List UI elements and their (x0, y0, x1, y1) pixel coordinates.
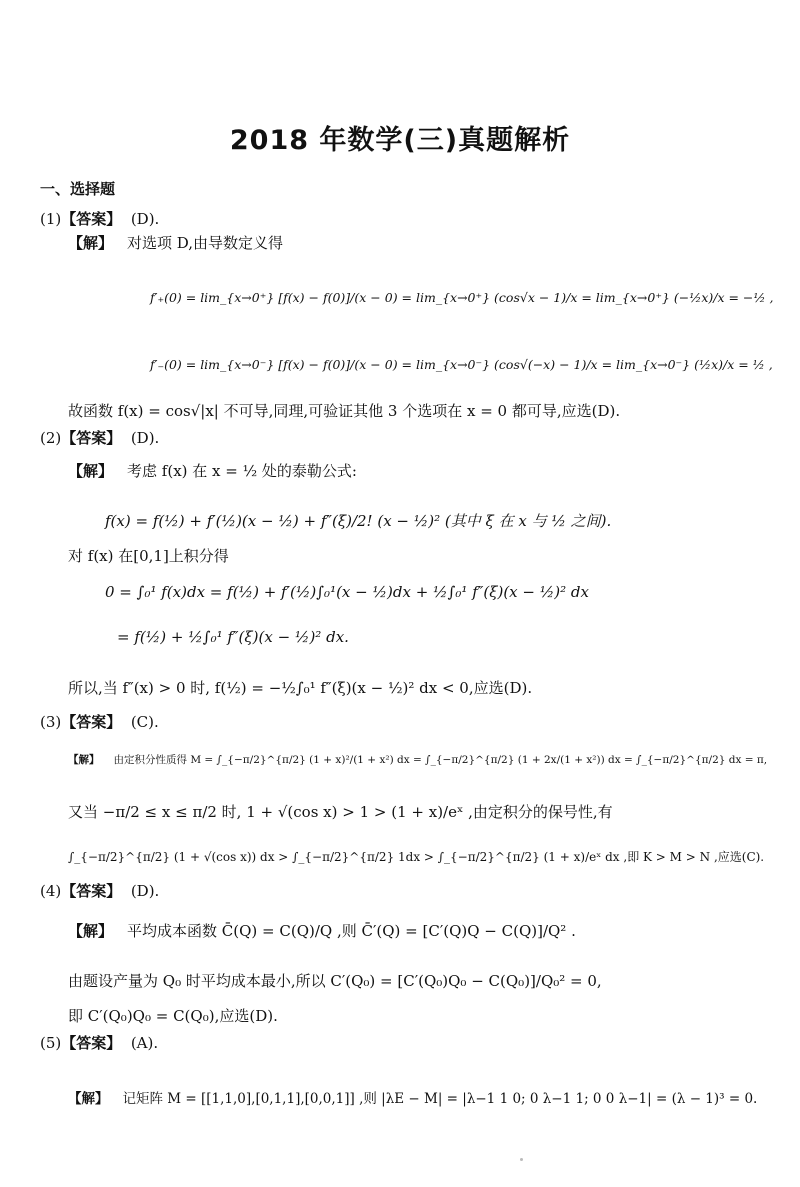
solution-tag: 【解】 (68, 922, 114, 940)
q5-solution-line-1 (68, 1087, 757, 1107)
q1-header (40, 208, 159, 229)
q1-intro-text: 对选项 D,由导数定义得 (127, 234, 284, 252)
q3-line-3: ∫_{−π/2}^{π/2} (1 + √(cos x)) dx > ∫_{−π/2}^{π/2} 1dx > ∫_{−π/2}^{π/2} (1 + x)/eˣ dx ,即 K > M > N ,应选(C). (68, 850, 765, 864)
q1-number: (1) (40, 210, 62, 228)
q5-number: (5) (40, 1034, 62, 1052)
q3-line-2: 又当 −π/2 ≤ x ≤ π/2 时, 1 + √(cos x) > 1 > (1 + x)/eˣ ,由定积分的保号性,有 (68, 803, 613, 821)
q5-header (40, 1032, 158, 1053)
q2-header (40, 427, 159, 448)
page-title: 2018 年数学(三)真题解析 (229, 125, 571, 156)
q4-solution-line-1 (68, 920, 576, 941)
q1-equation-1: f′₊(0) = lim_{x→0⁺} [f(x) − f(0)]/(x − 0) = lim_{x→0⁺} (cos√x − 1)/x = lim_{x→0⁺} (−½x)/x = −½ , (150, 290, 774, 305)
q4-header (40, 880, 159, 901)
q4-line-1: 平均成本函数 C̄(Q) = C(Q)/Q ,则 C̄′(Q) = [C′(Q)Q − C(Q)]/Q² . (127, 922, 576, 940)
q4-number: (4) (40, 882, 62, 900)
q2-integral-result: = f(½) + ½∫₀¹ f″(ξ)(x − ½)² dx. (117, 628, 349, 646)
q3-number: (3) (40, 713, 62, 731)
q2-taylor-formula: f(x) = f(½) + f′(½)(x − ½) + f″(ξ)/2! (x − ½)² (其中 ξ 在 x 与 ½ 之间). (105, 512, 612, 530)
solution-tag: 【解】 (68, 234, 114, 252)
answer-tag: 【答案】 (61, 210, 122, 228)
answer-tag: 【答案】 (61, 713, 122, 731)
q2-integral-equation: 0 = ∫₀¹ f(x)dx = f(½) + f′(½)∫₀¹(x − ½)dx + ½∫₀¹ f″(ξ)(x − ½)² dx (105, 583, 589, 601)
q3-header (40, 711, 159, 732)
answer-tag: 【答案】 (61, 882, 122, 900)
q2-number: (2) (40, 429, 62, 447)
q2-integrate-line: 对 f(x) 在[0,1]上积分得 (68, 547, 229, 565)
solution-tag: 【解】 (68, 1091, 109, 1107)
q4-answer: (D). (130, 882, 160, 900)
q5-line-1: 记矩阵 M = [[1,1,0],[0,1,1],[0,0,1]] ,则 |λE − M| = |λ−1 1 0; 0 λ−1 1; 0 0 λ−1| = (λ − 1)³ = 0. (122, 1091, 758, 1107)
q1-solution-intro (68, 232, 283, 253)
q3-answer: (C). (130, 713, 159, 731)
q4-line-2: 由题设产量为 Q₀ 时平均成本最小,所以 C′(Q₀) = [C′(Q₀)Q₀ − C(Q₀)]/Q₀² = 0, (68, 972, 602, 990)
q2-intro-text: 考虑 f(x) 在 x = ½ 处的泰勒公式: (127, 462, 357, 480)
q3-solution-line-1 (68, 752, 767, 767)
q3-line-1: 由定积分性质得 M = ∫_{−π/2}^{π/2} (1 + x)²/(1 + x²) dx = ∫_{−π/2}^{π/2} (1 + 2x/(1 + x²)) dx = ∫_{−π/2}^{π/2} dx = π, (113, 754, 768, 766)
solution-tag: 【解】 (68, 754, 100, 766)
q4-line-3: 即 C′(Q₀)Q₀ = C(Q₀),应选(D). (68, 1007, 278, 1025)
answer-tag: 【答案】 (61, 1034, 122, 1052)
q1-conclusion: 故函数 f(x) = cos√|x| 不可导,同理,可验证其他 3 个选项在 x = 0 都可导,应选(D). (68, 402, 621, 420)
q2-solution-intro (68, 460, 357, 481)
answer-tag: 【答案】 (61, 429, 122, 447)
scan-speck (520, 1158, 523, 1161)
solution-tag: 【解】 (68, 462, 114, 480)
q2-answer: (D). (130, 429, 160, 447)
q1-equation-2: f′₋(0) = lim_{x→0⁻} [f(x) − f(0)]/(x − 0) = lim_{x→0⁻} (cos√(−x) − 1)/x = lim_{x→0⁻} (½x)/x = ½ , (150, 357, 773, 372)
q5-answer: (A). (130, 1034, 159, 1052)
section-heading: 一、选择题 (40, 180, 116, 198)
q1-answer: (D). (130, 210, 160, 228)
q2-conclusion: 所以,当 f″(x) > 0 时, f(½) = −½∫₀¹ f″(ξ)(x − ½)² dx < 0,应选(D). (68, 679, 533, 697)
